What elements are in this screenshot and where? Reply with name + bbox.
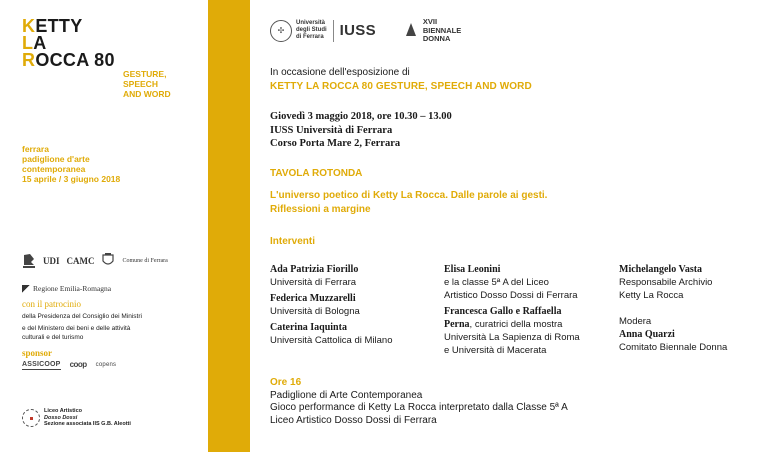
moderator-entry: Modera Anna Quarzi Comitato Biennale Donna	[619, 316, 728, 353]
occasion-text: In occasione dell'esposizione di	[270, 67, 410, 78]
afternoon-time: Ore 16	[270, 377, 302, 388]
exhibition-logo-title	[22, 18, 115, 69]
iuss-logo: IUSS	[339, 22, 376, 40]
section-heading-tavola: TAVOLA ROTONDA	[270, 168, 363, 179]
section-heading-interventi: Interventi	[270, 236, 316, 247]
roundtable-theme: L'universo poetico di Ketty La Rocca. Dalle parole ai gesti. Riflessioni a margine	[270, 190, 548, 215]
venue-info: ferrara padiglione d'arte contemporanea 15 aprile / 3 giugno 2018	[22, 144, 121, 184]
liceo-logo: Liceo Artistico Dosso Dossi Sezione associata IIS G.B. Aleotti	[22, 408, 131, 428]
speakers-column-2	[444, 263, 580, 360]
speakers-column-1	[270, 263, 393, 350]
afternoon-program: Ore 16 Padiglione di Arte Contemporanea Gioco performance di Ketty La Rocca interpretato dalla Classe 5ª A Liceo Artistico Dosso Dossi di Ferrara	[270, 377, 568, 426]
sponsor-label: sponsor	[22, 348, 53, 358]
speaker-entry: Michelangelo Vasta Responsabile Archivio Ketty La Rocca	[619, 264, 713, 301]
udi-mark-icon	[404, 20, 418, 42]
event-date-location: Giovedì 3 maggio 2018, ore 10.30 – 13.00 IUSS Università di Ferrara Corso Porta Mare 2, Ferrara	[270, 111, 452, 149]
speaker-entry: Caterina Iaquinta Università Cattolica di Milano	[270, 322, 393, 346]
speakers-column-3	[619, 263, 727, 357]
ferrara-musei-logo-icon	[22, 253, 36, 269]
patrocinio-label: con il patrocinio	[22, 299, 81, 309]
udi-logo: UDI	[43, 255, 60, 266]
biennale-logo: XVII BIENNALE DONNA	[404, 18, 461, 44]
speaker-entry: Francesca Gallo e Raffaella Perna, curatrici della mostra Università La Sapienza di Roma e Università di Macerata	[444, 306, 580, 356]
copens-logo: copens	[95, 361, 117, 368]
left-panel	[0, 0, 208, 452]
university-seal-icon: ✣	[270, 20, 292, 42]
speaker-entry: Federica Muzzarelli Università di Bologna	[270, 293, 360, 317]
sponsor-logos	[22, 360, 116, 370]
header-logos	[270, 18, 461, 44]
logo-divider	[333, 20, 334, 42]
liceo-globe-icon	[22, 409, 40, 427]
coop-logo: coop	[69, 360, 87, 369]
accent-divider-bar	[208, 0, 250, 452]
speaker-entry: Ada Patrizia Fiorillo Università di Ferrara	[270, 264, 359, 288]
regione-flag-icon	[22, 285, 30, 293]
patrocinio-text: della Presidenza del Consiglio dei Ministri e del Ministero dei beni e delle attività culturali e del turismo	[22, 313, 142, 341]
exhibition-subtitle: GESTURE, SPEECH AND WORD	[123, 69, 171, 99]
title-line-3: ROCCA 80	[22, 50, 115, 70]
exhibition-name: KETTY LA ROCCA 80 GESTURE, SPEECH AND WORD	[270, 81, 532, 92]
partner-logos	[22, 253, 168, 269]
assicoop-logo: ASSICOOP	[22, 360, 61, 368]
title-line-2: LA	[22, 33, 47, 53]
university-name: Università degli Studi di Ferrara	[296, 20, 327, 41]
title-line-1: KETTY	[22, 16, 83, 36]
comune-ferrara-logo: Comune di Ferrara	[122, 257, 168, 264]
regione-logo: Regione Emilia-Romagna	[22, 284, 111, 293]
main-panel	[250, 0, 768, 452]
camc-logo: CAMC	[66, 255, 95, 266]
speaker-entry: Elisa Leonini e la classe 5ª A del Liceo Artistico Dosso Dossi di Ferrara	[444, 264, 578, 301]
comune-crest-icon	[102, 253, 116, 269]
